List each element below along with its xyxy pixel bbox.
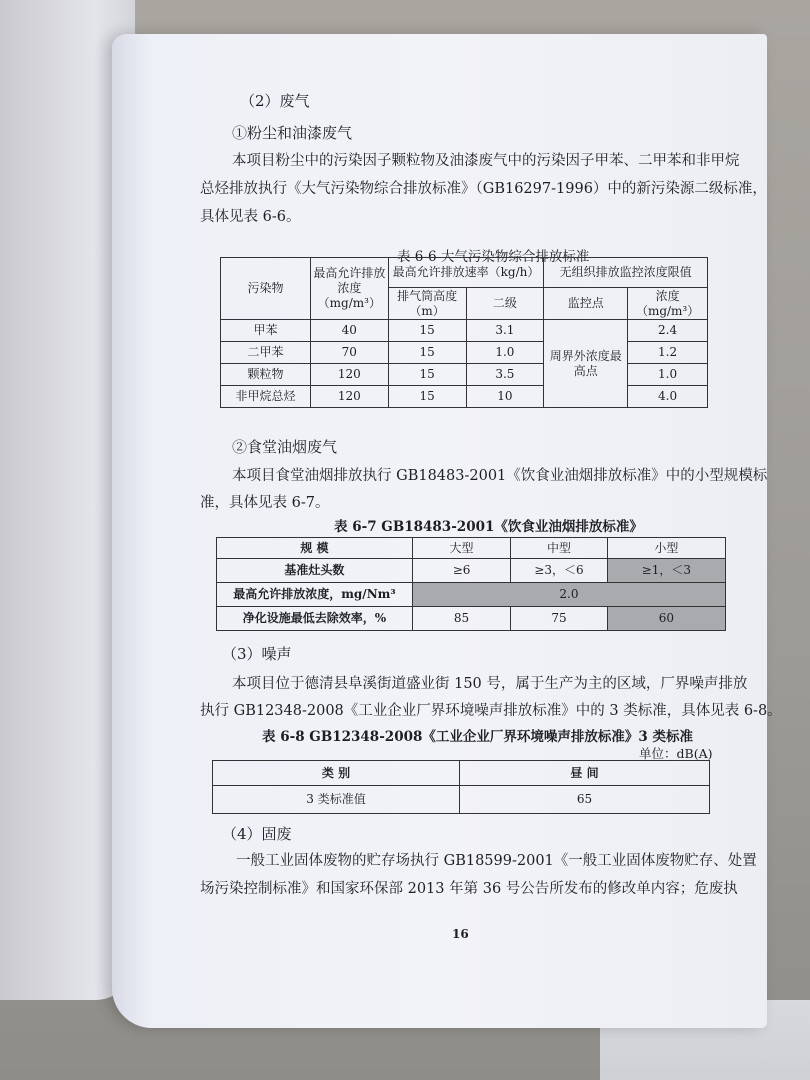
header-daytime: 昼 间 xyxy=(460,761,710,786)
paragraph-line: 具体见表 6-6。 xyxy=(200,209,301,225)
header-large: 大型 xyxy=(412,538,510,559)
cell-conc: 120 xyxy=(310,386,388,408)
cell-monitor-point: 周界外浓度最高点 xyxy=(544,320,628,408)
section-noise: （3）噪声 xyxy=(222,645,292,663)
paragraph-line: 准，具体见表 6-7。 xyxy=(200,495,330,511)
cell-height: 15 xyxy=(388,320,466,342)
cell-class3-value: 65 xyxy=(460,786,710,814)
section-waste-gas: （2）废气 xyxy=(240,92,310,110)
cell-height: 15 xyxy=(388,342,466,364)
cell-conc: 70 xyxy=(310,342,388,364)
paragraph-line: 执行 GB12348-2008《工业企业厂界环境噪声排放标准》中的 3 类标准，具体见表 6-8。 xyxy=(200,703,782,719)
table-6-8-unit: 单位：dB(A) xyxy=(639,746,713,761)
cell-name: 甲苯 xyxy=(221,320,311,342)
cell-max-conc: 2.0 xyxy=(412,583,725,607)
cell-rate: 10 xyxy=(466,386,544,408)
cell-rate: 3.5 xyxy=(466,364,544,386)
cell-name: 二甲苯 xyxy=(221,342,311,364)
header-pollutant: 污染物 xyxy=(221,258,311,320)
header-max-rate: 最高允许排放速率（kg/h） xyxy=(388,258,544,288)
row-removal-eff: 净化设施最低去除效率，% xyxy=(217,607,413,631)
paragraph-line: 本项目位于德清县阜溪街道盛业街 150 号，属于生产为主的区域，厂界噪声排放 xyxy=(232,676,748,692)
header-stack-height: 排气筒高度（m） xyxy=(388,288,466,320)
cell-name: 颗粒物 xyxy=(221,364,311,386)
header-max-conc: 最高允许排放浓度（mg/m³） xyxy=(310,258,388,320)
cell-name: 非甲烷总烃 xyxy=(221,386,311,408)
cell-height: 15 xyxy=(388,364,466,386)
cell-conc: 120 xyxy=(310,364,388,386)
header-medium: 中型 xyxy=(511,538,607,559)
subsection-dust-paint: ①粉尘和油漆废气 xyxy=(232,124,353,142)
cell-limit: 2.4 xyxy=(628,320,708,342)
table-6-8-caption: 表 6-8 GB12348-2008《工业企业厂界环境噪声排放标准》3 类标准 xyxy=(262,729,693,745)
header-unorganized: 无组织排放监控浓度限值 xyxy=(544,258,708,288)
cell-limit: 1.0 xyxy=(628,364,708,386)
table-6-7-caption: 表 6-7 GB18483-2001《饮食业油烟排放标准》 xyxy=(334,519,643,535)
table-6-7 xyxy=(216,537,726,631)
subsection-canteen: ②食堂油烟废气 xyxy=(232,438,338,456)
header-scale: 规 模 xyxy=(217,538,413,559)
page-number: 16 xyxy=(452,927,469,941)
paragraph-line: 场污染控制标准》和国家环保部 2013 年第 36 号公告所发布的修改单内容；危废执 xyxy=(200,881,738,897)
cell-small: ≥1，＜3 xyxy=(607,559,725,583)
cell-large: 85 xyxy=(412,607,510,631)
table-6-8 xyxy=(212,760,710,814)
header-small: 小型 xyxy=(607,538,725,559)
cell-small: 60 xyxy=(607,607,725,631)
header-category: 类 别 xyxy=(213,761,460,786)
table-6-6 xyxy=(220,257,708,408)
paragraph-line: 一般工业固体废物的贮存场执行 GB18599-2001《一般工业固体废物贮存、处置 xyxy=(236,853,757,869)
header-density: 浓度（mg/m³） xyxy=(628,288,708,320)
row-burner-count: 基准灶头数 xyxy=(217,559,413,583)
paragraph-line: 本项目粉尘中的污染因子颗粒物及油漆废气中的污染因子甲苯、二甲苯和非甲烷 xyxy=(232,153,740,169)
header-monitor-point: 监控点 xyxy=(544,288,628,320)
header-level2: 二级 xyxy=(466,288,544,320)
cell-limit: 4.0 xyxy=(628,386,708,408)
cell-limit: 1.2 xyxy=(628,342,708,364)
cell-large: ≥6 xyxy=(412,559,510,583)
row-max-conc: 最高允许排放浓度，mg/Nm³ xyxy=(217,583,413,607)
cell-conc: 40 xyxy=(310,320,388,342)
paragraph-line: 本项目食堂油烟排放执行 GB18483-2001《饮食业油烟排放标准》中的小型规模标 xyxy=(232,468,768,484)
cell-rate: 3.1 xyxy=(466,320,544,342)
table-6-6-caption: 表 6-6 大气污染物综合排放标准 xyxy=(397,249,590,265)
cell-medium: 75 xyxy=(511,607,607,631)
paragraph-line: 总烃排放执行《大气污染物综合排放标准》（GB16297-1996）中的新污染源二级标准， xyxy=(200,181,767,197)
row-class3-label: 3 类标准值 xyxy=(213,786,460,814)
section-solid-waste: （4）固废 xyxy=(222,825,292,843)
cell-medium: ≥3，＜6 xyxy=(511,559,607,583)
cell-height: 15 xyxy=(388,386,466,408)
document-page xyxy=(112,34,782,1028)
cell-rate: 1.0 xyxy=(466,342,544,364)
